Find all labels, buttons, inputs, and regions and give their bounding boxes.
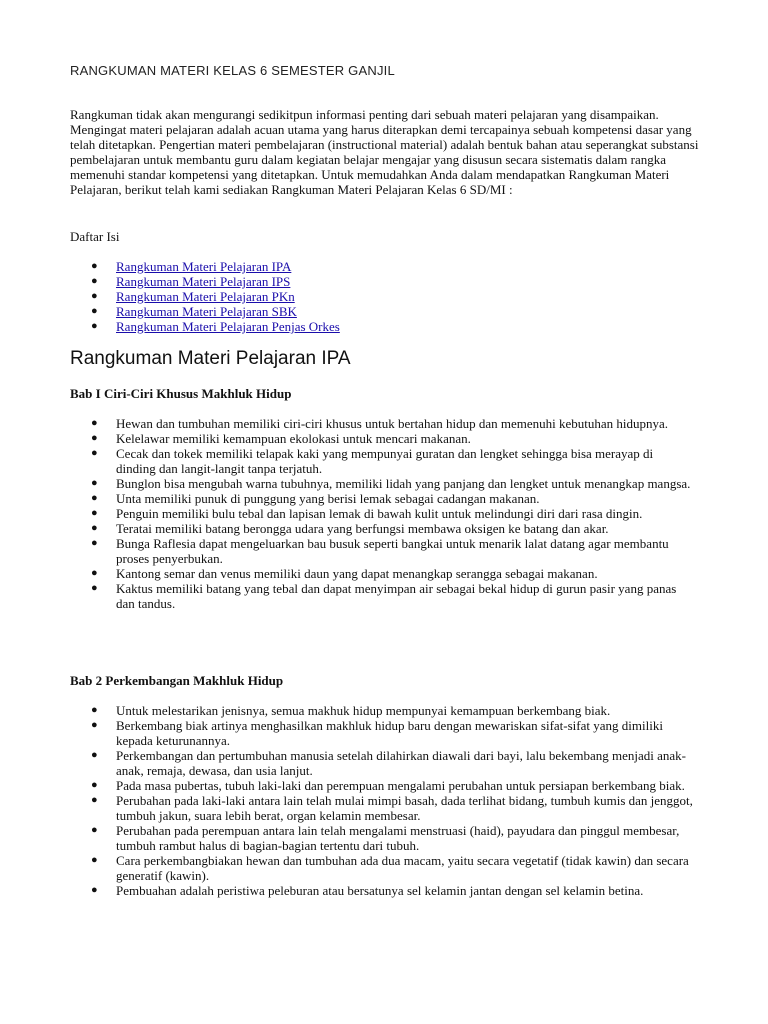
list-item [70, 566, 696, 581]
list-item-text: Penguin memiliki bulu tebal dan lapisan lemak di bawah kulit untuk melindungi diri dari rasa dingin. [116, 506, 643, 521]
bullet-icon: ● [91, 275, 98, 287]
bullet-icon: ● [91, 704, 98, 716]
intro-paragraph: Rangkuman tidak akan mengurangi sedikitpun informasi penting dari sebuah materi pelajaran yang disampaikan. Mengingat materi pelajaran adalah acuan utama yang harus diterapkan demi tercapainya sebuah kompetensi dasar yang telah ditetapkan. Pengertian materi pembelajaran (instructional material) adalah bentuk bahan atau seperangkat substansi pembelajaran untuk membantu guru dalam kegiatan belajar mengajar yang disusun secara sistematis dalam rangka memenuhi standar kompetensi yang ditetapkan. Untuk memudahkan Anda dalam mendapatkan Rangkuman Materi Pelajaran, berikut telah kami sediakan Rangkuman Materi Pelajaran Kelas 6 SD/MI : [70, 107, 699, 197]
bab1-heading: Bab I Ciri-Ciri Khusus Makhluk Hidup [70, 386, 292, 401]
bullet-icon: ● [91, 290, 98, 302]
toc-link-ips[interactable]: Rangkuman Materi Pelajaran IPS [116, 274, 291, 289]
toc-item [70, 274, 696, 289]
section-heading-ipa: Rangkuman Materi Pelajaran IPA [70, 348, 351, 369]
bullet-icon: ● [91, 582, 98, 594]
list-item [70, 506, 696, 521]
list-item [70, 476, 696, 491]
list-item [70, 536, 696, 566]
list-item-text: Kaktus memiliki batang yang tebal dan dapat menyimpan air sebagai bekal hidup di gurun pasir yang panas dan tandus. [116, 581, 677, 611]
list-item-text: Untuk melestarikan jenisnya, semua makhuk hidup mempunyai kemampuan berkembang biak. [116, 703, 611, 718]
list-item-text: Berkembang biak artinya menghasilkan makhluk hidup baru dengan mewariskan sifat-sifat yang dimiliki kepada keturunannya. [116, 718, 663, 748]
list-item-text: Bunglon bisa mengubah warna tubuhnya, memiliki lidah yang panjang dan lengket untuk menangkap mangsa. [116, 476, 691, 491]
list-item-text: Cara perkembangbiakan hewan dan tumbuhan ada dua macam, yaitu secara vegetatif (tidak kawin) dan secara generatif (kawin). [116, 853, 689, 883]
list-item-text: Perubahan pada laki-laki antara lain telah mulai mimpi basah, dada terlihat bidang, tumbuh kumis dan jenggot, tumbuh jakun, suara lebih berat, organ kelamin membesar. [116, 793, 693, 823]
bab1-list [70, 416, 696, 611]
bullet-icon: ● [91, 719, 98, 731]
bullet-icon: ● [91, 305, 98, 317]
toc-item [70, 319, 696, 334]
list-item [70, 718, 696, 748]
list-item [70, 748, 696, 778]
toc-link-penjas-orkes[interactable]: Rangkuman Materi Pelajaran Penjas Orkes [116, 319, 340, 334]
bullet-icon: ● [91, 447, 98, 459]
bullet-icon: ● [91, 854, 98, 866]
bullet-icon: ● [91, 320, 98, 332]
toc-list [70, 259, 696, 334]
list-item-text: Pada masa pubertas, tubuh laki-laki dan perempuan mengalami perubahan untuk persiapan berkembang biak. [116, 778, 685, 793]
list-item [70, 416, 696, 431]
list-item-text: Perubahan pada perempuan antara lain telah mengalami menstruasi (haid), payudara dan pinggul membesar, tumbuh rambut halus di bagian-bagian tertentu dari tubuh. [116, 823, 680, 853]
toc-title: Daftar Isi [70, 229, 120, 244]
list-item [70, 883, 696, 898]
bullet-icon: ● [91, 432, 98, 444]
toc-link-sbk[interactable]: Rangkuman Materi Pelajaran SBK [116, 304, 297, 319]
list-item-text: Unta memiliki punuk di punggung yang berisi lemak sebagai cadangan makanan. [116, 491, 540, 506]
bullet-icon: ● [91, 824, 98, 836]
list-item [70, 446, 696, 476]
bab2-list [70, 703, 696, 898]
bullet-icon: ● [91, 779, 98, 791]
bullet-icon: ● [91, 794, 98, 806]
bullet-icon: ● [91, 537, 98, 549]
list-item [70, 703, 696, 718]
toc-item [70, 304, 696, 319]
bullet-icon: ● [91, 477, 98, 489]
bullet-icon: ● [91, 522, 98, 534]
toc-item [70, 289, 696, 304]
list-item [70, 521, 696, 536]
list-item [70, 853, 696, 883]
toc-item [70, 259, 696, 274]
toc-link-pkn[interactable]: Rangkuman Materi Pelajaran PKn [116, 289, 295, 304]
list-item [70, 823, 696, 853]
bullet-icon: ● [91, 507, 98, 519]
list-item-text: Pembuahan adalah peristiwa peleburan atau bersatunya sel kelamin jantan dengan sel kelamin betina. [116, 883, 644, 898]
list-item-text: Teratai memiliki batang berongga udara yang berfungsi membawa oksigen ke batang dan akar. [116, 521, 609, 536]
list-item [70, 431, 696, 446]
list-item-text: Kantong semar dan venus memiliki daun yang dapat menangkap serangga sebagai makanan. [116, 566, 598, 581]
bullet-icon: ● [91, 567, 98, 579]
list-item-text: Cecak dan tokek memiliki telapak kaki yang mempunyai guratan dan lengket sehingga bisa merayap di dinding dan langit-langit tanpa terjatuh. [116, 446, 654, 476]
bullet-icon: ● [91, 749, 98, 761]
list-item-text: Kelelawar memiliki kemampuan ekolokasi untuk mencari makanan. [116, 431, 471, 446]
list-item-text: Perkembangan dan pertumbuhan manusia setelah dilahirkan diawali dari bayi, lalu bekembang menjadi anak-anak, remaja, dewasa, dan usia lanjut. [116, 748, 687, 778]
bullet-icon: ● [91, 260, 98, 272]
list-item [70, 793, 696, 823]
bullet-icon: ● [91, 492, 98, 504]
list-item-text: Bunga Raflesia dapat mengeluarkan bau busuk seperti bangkai untuk menarik lalat datang agar membantu proses penyerbukan. [116, 536, 669, 566]
list-item [70, 491, 696, 506]
bab2-heading: Bab 2 Perkembangan Makhluk Hidup [70, 673, 284, 688]
list-item [70, 778, 696, 793]
list-item-text: Hewan dan tumbuhan memiliki ciri-ciri khusus untuk bertahan hidup dan memenuhi kebutuhan hidupnya. [116, 416, 669, 431]
document-title: RANGKUMAN MATERI KELAS 6 SEMESTER GANJIL [70, 63, 395, 78]
bullet-icon: ● [91, 884, 98, 896]
bullet-icon: ● [91, 417, 98, 429]
toc-link-ipa[interactable]: Rangkuman Materi Pelajaran IPA [116, 259, 292, 274]
list-item [70, 581, 696, 611]
